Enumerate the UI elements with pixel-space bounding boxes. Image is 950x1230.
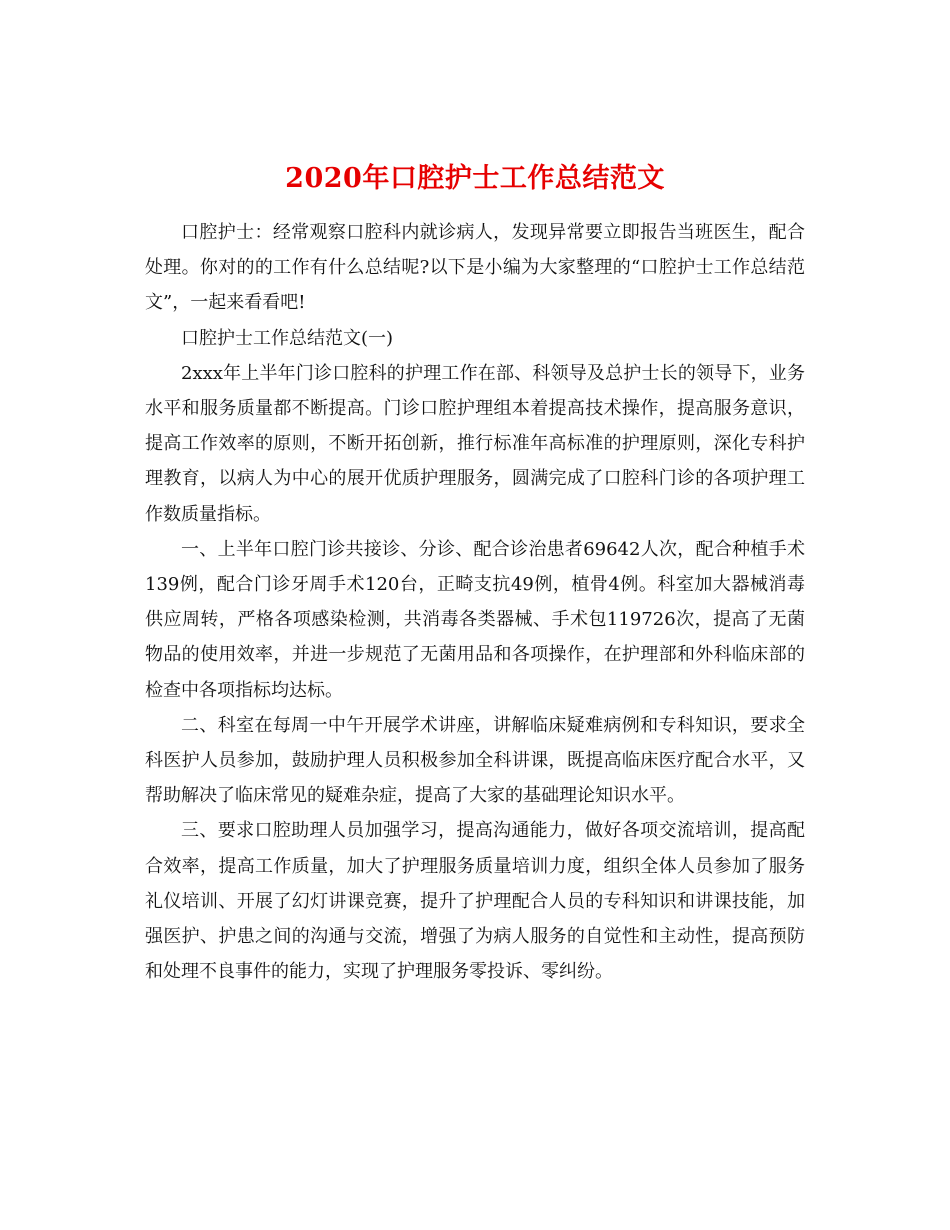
- document-body: [145, 215, 805, 989]
- section-heading: 口腔护士工作总结范文(一): [181, 327, 394, 349]
- body-paragraph-1: 2xxx年上半年门诊口腔科的护理工作在部、科领导及总护士长的领导下，业务水平和服务质量都不断提高。门诊口腔护理组本着提高技术操作，提高服务意识，提高工作效率的原则，不断开拓创新，推行标准年高标准的护理原则，深化专科护理教育，以病人为中心的展开优质护理服务，圆满完成了口腔科门诊的各项护理工作数质量指标。: [145, 362, 805, 525]
- document-title: 2020年口腔护士工作总结范文: [285, 163, 665, 195]
- body-paragraph-3: 二、科室在每周一中午开展学术讲座，讲解临床疑难病例和专科知识，要求全科医护人员参加，鼓励护理人员积极参加全科讲课，既提高临床医疗配合水平，又帮助解决了临床常见的疑难杂症，提高了大家的基础理论知识水平。: [145, 714, 805, 807]
- body-paragraph-4: 三、要求口腔助理人员加强学习，提高沟通能力，做好各项交流培训，提高配合效率，提高工作质量，加大了护理服务质量培训力度，组织全体人员参加了服务礼仪培训、开展了幻灯讲课竞赛，提升了护理配合人员的专科知识和讲课技能，加强医护、护患之间的沟通与交流，增强了为病人服务的自觉性和主动性，提高预防和处理不良事件的能力，实现了护理服务零投诉、零纠纷。: [145, 820, 805, 983]
- intro-paragraph: 口腔护士：经常观察口腔科内就诊病人，发现异常要立即报告当班医生，配合处理。你对的的工作有什么总结呢?以下是小编为大家整理的“口腔护士工作总结范文”，一起来看看吧!: [145, 222, 805, 314]
- body-paragraph-2: 一、上半年口腔门诊共接诊、分诊、配合诊治患者69642人次，配合种植手术139例，配合门诊牙周手术120台，正畸支抗49例，植骨4例。科室加大器械消毒供应周转，严格各项感染检测，共消毒各类器械、手术包119726次，提高了无菌物品的使用效率，并进一步规范了无菌用品和各项操作，在护理部和外科临床部的检查中各项指标均达标。: [145, 538, 805, 701]
